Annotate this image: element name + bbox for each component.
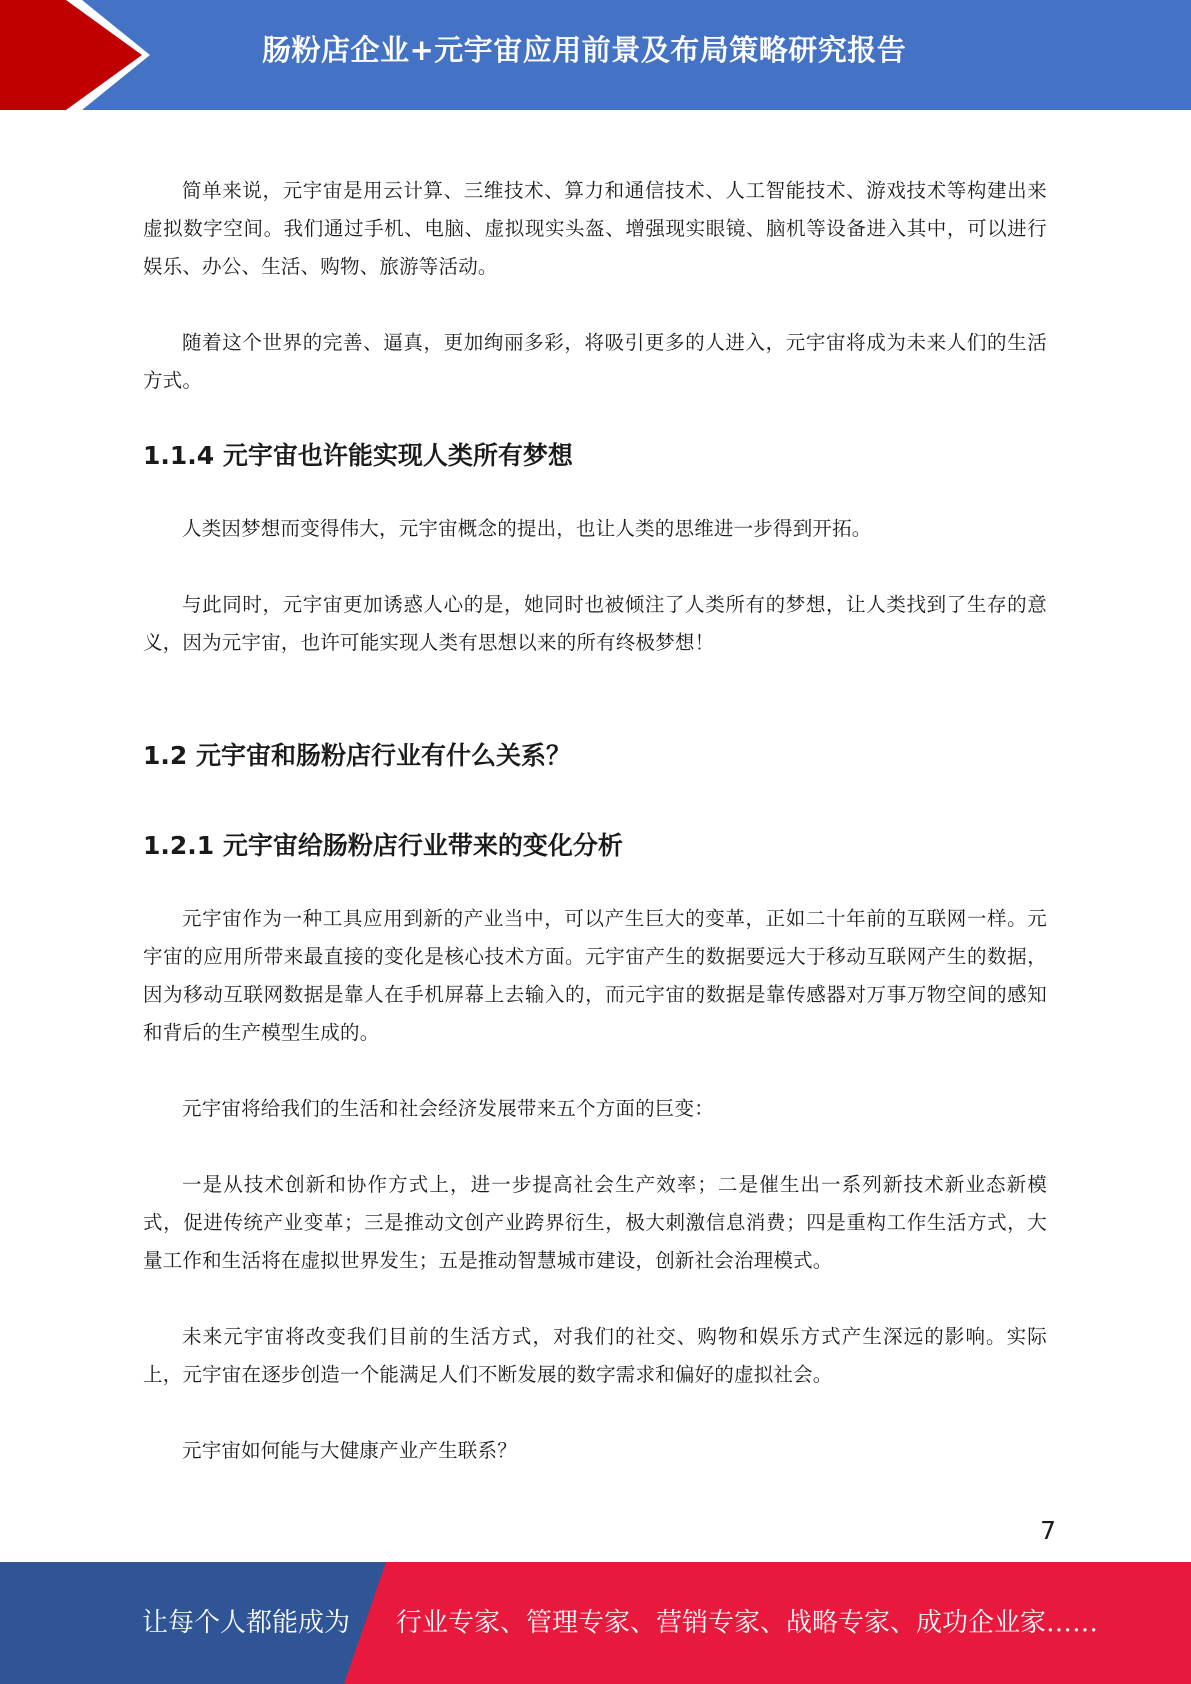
- page-header: [0, 0, 1191, 110]
- heading-1-2: 1.2 元宇宙和肠粉店行业有什么关系？: [143, 741, 571, 770]
- paragraph-health-question: 元宇宙如何能与大健康产业产生联系？: [182, 1439, 517, 1462]
- footer-slogan-right: 行业专家、管理专家、营销专家、战略专家、成功企业家……: [396, 1608, 1099, 1638]
- heading-1-1-4: 1.1.4 元宇宙也许能实现人类所有梦想: [143, 441, 573, 470]
- footer-slogan-left: 让每个人都能成为: [142, 1608, 351, 1638]
- document-body: [143, 172, 1047, 1470]
- paragraph-dreams: 人类因梦想而变得伟大，元宇宙概念的提出，也让人类的思维进一步得到开拓。: [182, 517, 872, 540]
- page-number: 7: [1040, 1516, 1056, 1545]
- paragraph-five-changes-list: 一是从技术创新和协作方式上，进一步提高社会生产效率；二是催生出一系列新技术新业态新模式，促进传统产业变革；三是推动文创产业跨界衍生，极大刺激信息消费；四是重构工作生活方式，大量工作和生活将在虚拟世界发生；五是推动智慧城市建设，创新社会治理模式。: [143, 1173, 1047, 1272]
- header-title: 肠粉店企业+元宇宙应用前景及布局策略研究报告: [262, 33, 907, 67]
- paragraph-five-changes-intro: 元宇宙将给我们的生活和社会经济发展带来五个方面的巨变：: [182, 1097, 714, 1120]
- page-footer: [0, 1562, 1191, 1684]
- paragraph-industry-change: 元宇宙作为一种工具应用到新的产业当中，可以产生巨大的变革，正如二十年前的互联网一样。元宇宙的应用所带来最直接的变化是核心技术方面。元宇宙产生的数据要远大于移动互联网产生的数据，因为移动互联网数据是靠人在手机屏幕上去输入的，而元宇宙的数据是靠传感器对万事万物空间的感知和背后的生产模型生成的。: [143, 907, 1047, 1044]
- paragraph-future-impact: 未来元宇宙将改变我们目前的生活方式，对我们的社交、购物和娱乐方式产生深远的影响。实际上，元宇宙在逐步创造一个能满足人们不断发展的数字需求和偏好的虚拟社会。: [143, 1325, 1047, 1386]
- heading-1-2-1: 1.2.1 元宇宙给肠粉店行业带来的变化分析: [143, 831, 623, 860]
- paragraph-metaverse-definition: 简单来说，元宇宙是用云计算、三维技术、算力和通信技术、人工智能技术、游戏技术等构建出来虚拟数字空间。我们通过手机、电脑、虚拟现实头盔、增强现实眼镜、脑机等设备进入其中，可以进行娱乐、办公、生活、购物、旅游等活动。: [143, 179, 1047, 278]
- paragraph-future-lifestyle: 随着这个世界的完善、逼真，更加绚丽多彩，将吸引更多的人进入，元宇宙将成为未来人们的生活方式。: [143, 331, 1047, 392]
- paragraph-meaning-of-life: 与此同时，元宇宙更加诱惑人心的是，她同时也被倾注了人类所有的梦想，让人类找到了生存的意义，因为元宇宙，也许可能实现人类有思想以来的所有终极梦想！: [143, 593, 1047, 654]
